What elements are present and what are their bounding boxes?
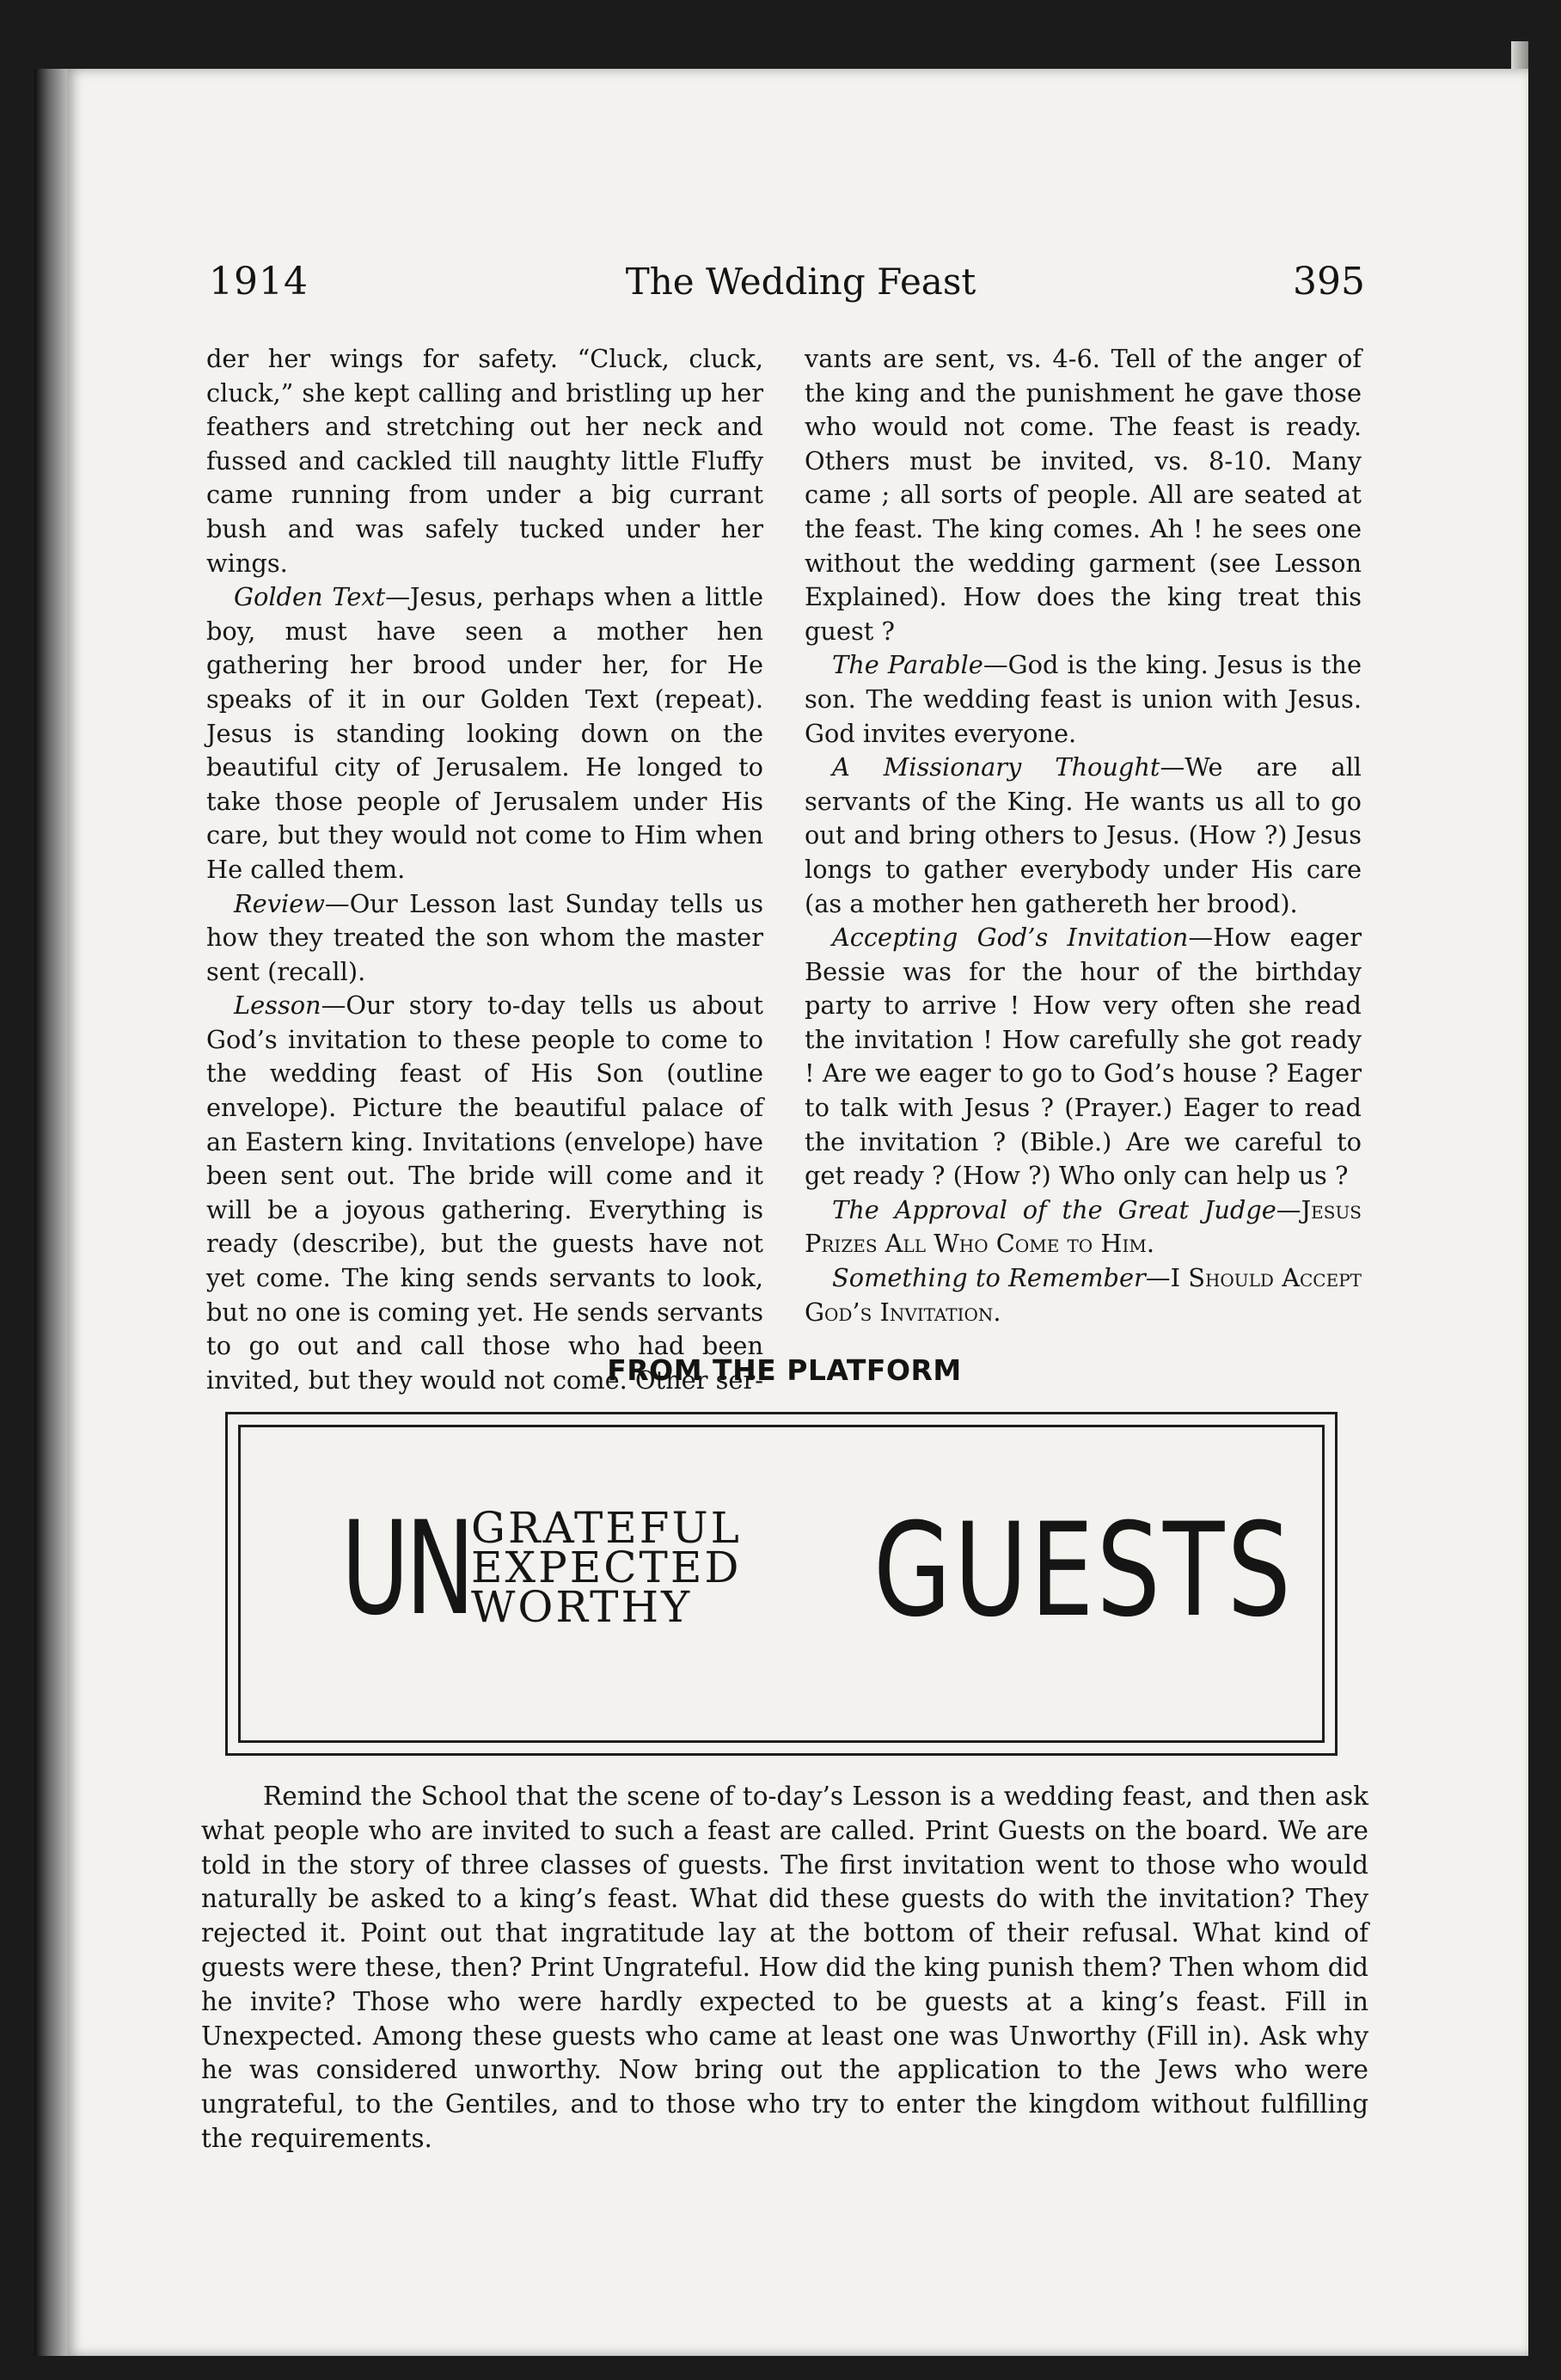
running-header: [209, 260, 1365, 320]
paragraph-label: Lesson: [234, 991, 321, 1021]
paragraph: der her wings for safety. “Cluck, cluck, cluck,” she kept calling and bristling up her feathers and stretching out her neck and fussed and cackled till naughty little Fluffy came running from under a big currant bush and was safely tucked under her wings.: [206, 344, 763, 578]
blackboard-diagram: [225, 1412, 1338, 1756]
paragraph-label: Golden Text: [234, 582, 386, 612]
paragraph: [805, 751, 1362, 921]
board-main-word: GUESTS: [873, 1496, 1294, 1646]
board-word-stack: [471, 1503, 742, 1632]
paragraph-label: Something to Remember: [832, 1263, 1146, 1293]
paragraph: vants are sent, vs. 4-6. Tell of the anger of the king and the punishment he gave those who would not come. The feast is ready. Others must be invited, vs. 8-10. Many came ; all sorts of people. All are seated at the feast. The king comes. Ah ! he sees one without the wedding garment (see Lesson Explained). How does the king treat this guest ?: [805, 344, 1362, 646]
platform-explanation: [201, 1780, 1368, 2156]
right-column: [805, 342, 1362, 1329]
paragraph: [805, 921, 1362, 1193]
left-column: [206, 342, 763, 1397]
board-prefix: UN: [341, 1494, 472, 1644]
paragraph: Remind the School that the scene of to-day’s Lesson is a wedding feast, and then ask what people who are invited to such a feast are called. Print Guests on the board. We are told in the story of three classes of guests. The first invitation went to those who would naturally be asked to a king’s feast. What did these guests do with the invitation? They rejected it. Point out that ingratitude lay at the bottom of their refusal. What kind of guests were these, then? Print Ungrateful. How did the king punish them? Then whom did he invite? Those who were hardly expected to be guests at a king’s feast. Fill in Unexpected. Among these guests who came at least one was Unworthy (Fill in). Ask why he was considered unworthy. Now bring out the application to the Jews who were ungrateful, to the Gentiles, and to those who try to enter the kingdom without fulfilling the requirements.: [201, 1782, 1368, 2153]
paragraph-text: —Our story to-day tells us about God’s invitation to these people to come to the wedding feast of His Son (outline envelope). Picture the beautiful palace of an Eastern king. Invitations (envelope) have been sent out. The bride will come and it will be a joyous gathering. Everything is ready (describe), but the guests have not yet come. The king sends servants to look, but no one is coming yet. He sends servants to go out and call those who had been invited, but they would not come. Other ser-: [206, 991, 763, 1395]
paragraph: [206, 989, 763, 1397]
paragraph: [805, 1261, 1362, 1329]
paragraph-text: —How eager Bessie was for the hour of the birthday party to arrive ! How very often she read the invitation ! How carefully she got ready ! Are we eager to go to God’s house ? Eager to talk with Jesus ? (Prayer.) Eager to read the invitation ? (Bible.) Are we careful to get ready ? (How ?) Who only can help us ?: [805, 923, 1362, 1191]
paragraph-text: —I Should Accept God’s Invitation.: [805, 1263, 1362, 1327]
platform-heading: FROM THE PLATFORM: [607, 1353, 962, 1387]
paragraph-label: Review: [234, 888, 325, 918]
paragraph-label: Accepting God’s Invitation: [832, 923, 1189, 953]
paragraph-label: The Approval of the Great Judge: [832, 1194, 1276, 1224]
paragraph-text: —We are all servants of the King. He wants us all to go out and bring others to Jesus. (How ?) Jesus longs to gather everybody under His care (as a mother hen gathereth her brood).: [805, 752, 1362, 918]
paragraph: [206, 887, 763, 990]
paragraph-text: —Our Lesson last Sunday tells us how they treated the son whom the master sent (recall).: [206, 888, 763, 986]
page-number: 395: [1293, 260, 1365, 304]
paragraph-text: —Jesus, perhaps when a little boy, must have seen a mother hen gathering her brood under her, for He speaks of it in our Golden Text (repeat). Jesus is standing looking down on the beautiful city of Jerusalem. He longed to take those people of Jerusalem under His care, but they would not come to Him when He called them.: [206, 582, 763, 884]
paragraph: [805, 1193, 1362, 1261]
header-title: The Wedding Feast: [625, 261, 976, 303]
board-word: GRATEFUL: [471, 1503, 742, 1553]
board-inner-frame: [238, 1425, 1325, 1743]
paragraph-label: A Missionary Thought: [832, 752, 1160, 782]
paragraph-text: —Jesus Prizes All Who Come to Him.: [805, 1194, 1362, 1259]
paragraph: [206, 580, 763, 886]
paragraph: [805, 648, 1362, 751]
board-word: EXPECTED: [471, 1543, 742, 1592]
board-word: WORTHY: [471, 1582, 693, 1632]
paragraph-text: —God is the king. Jesus is the son. The wedding feast is union with Jesus. God invites everyone.: [805, 650, 1362, 748]
paragraph-label: The Parable: [832, 650, 983, 680]
header-year: 1914: [209, 260, 309, 304]
